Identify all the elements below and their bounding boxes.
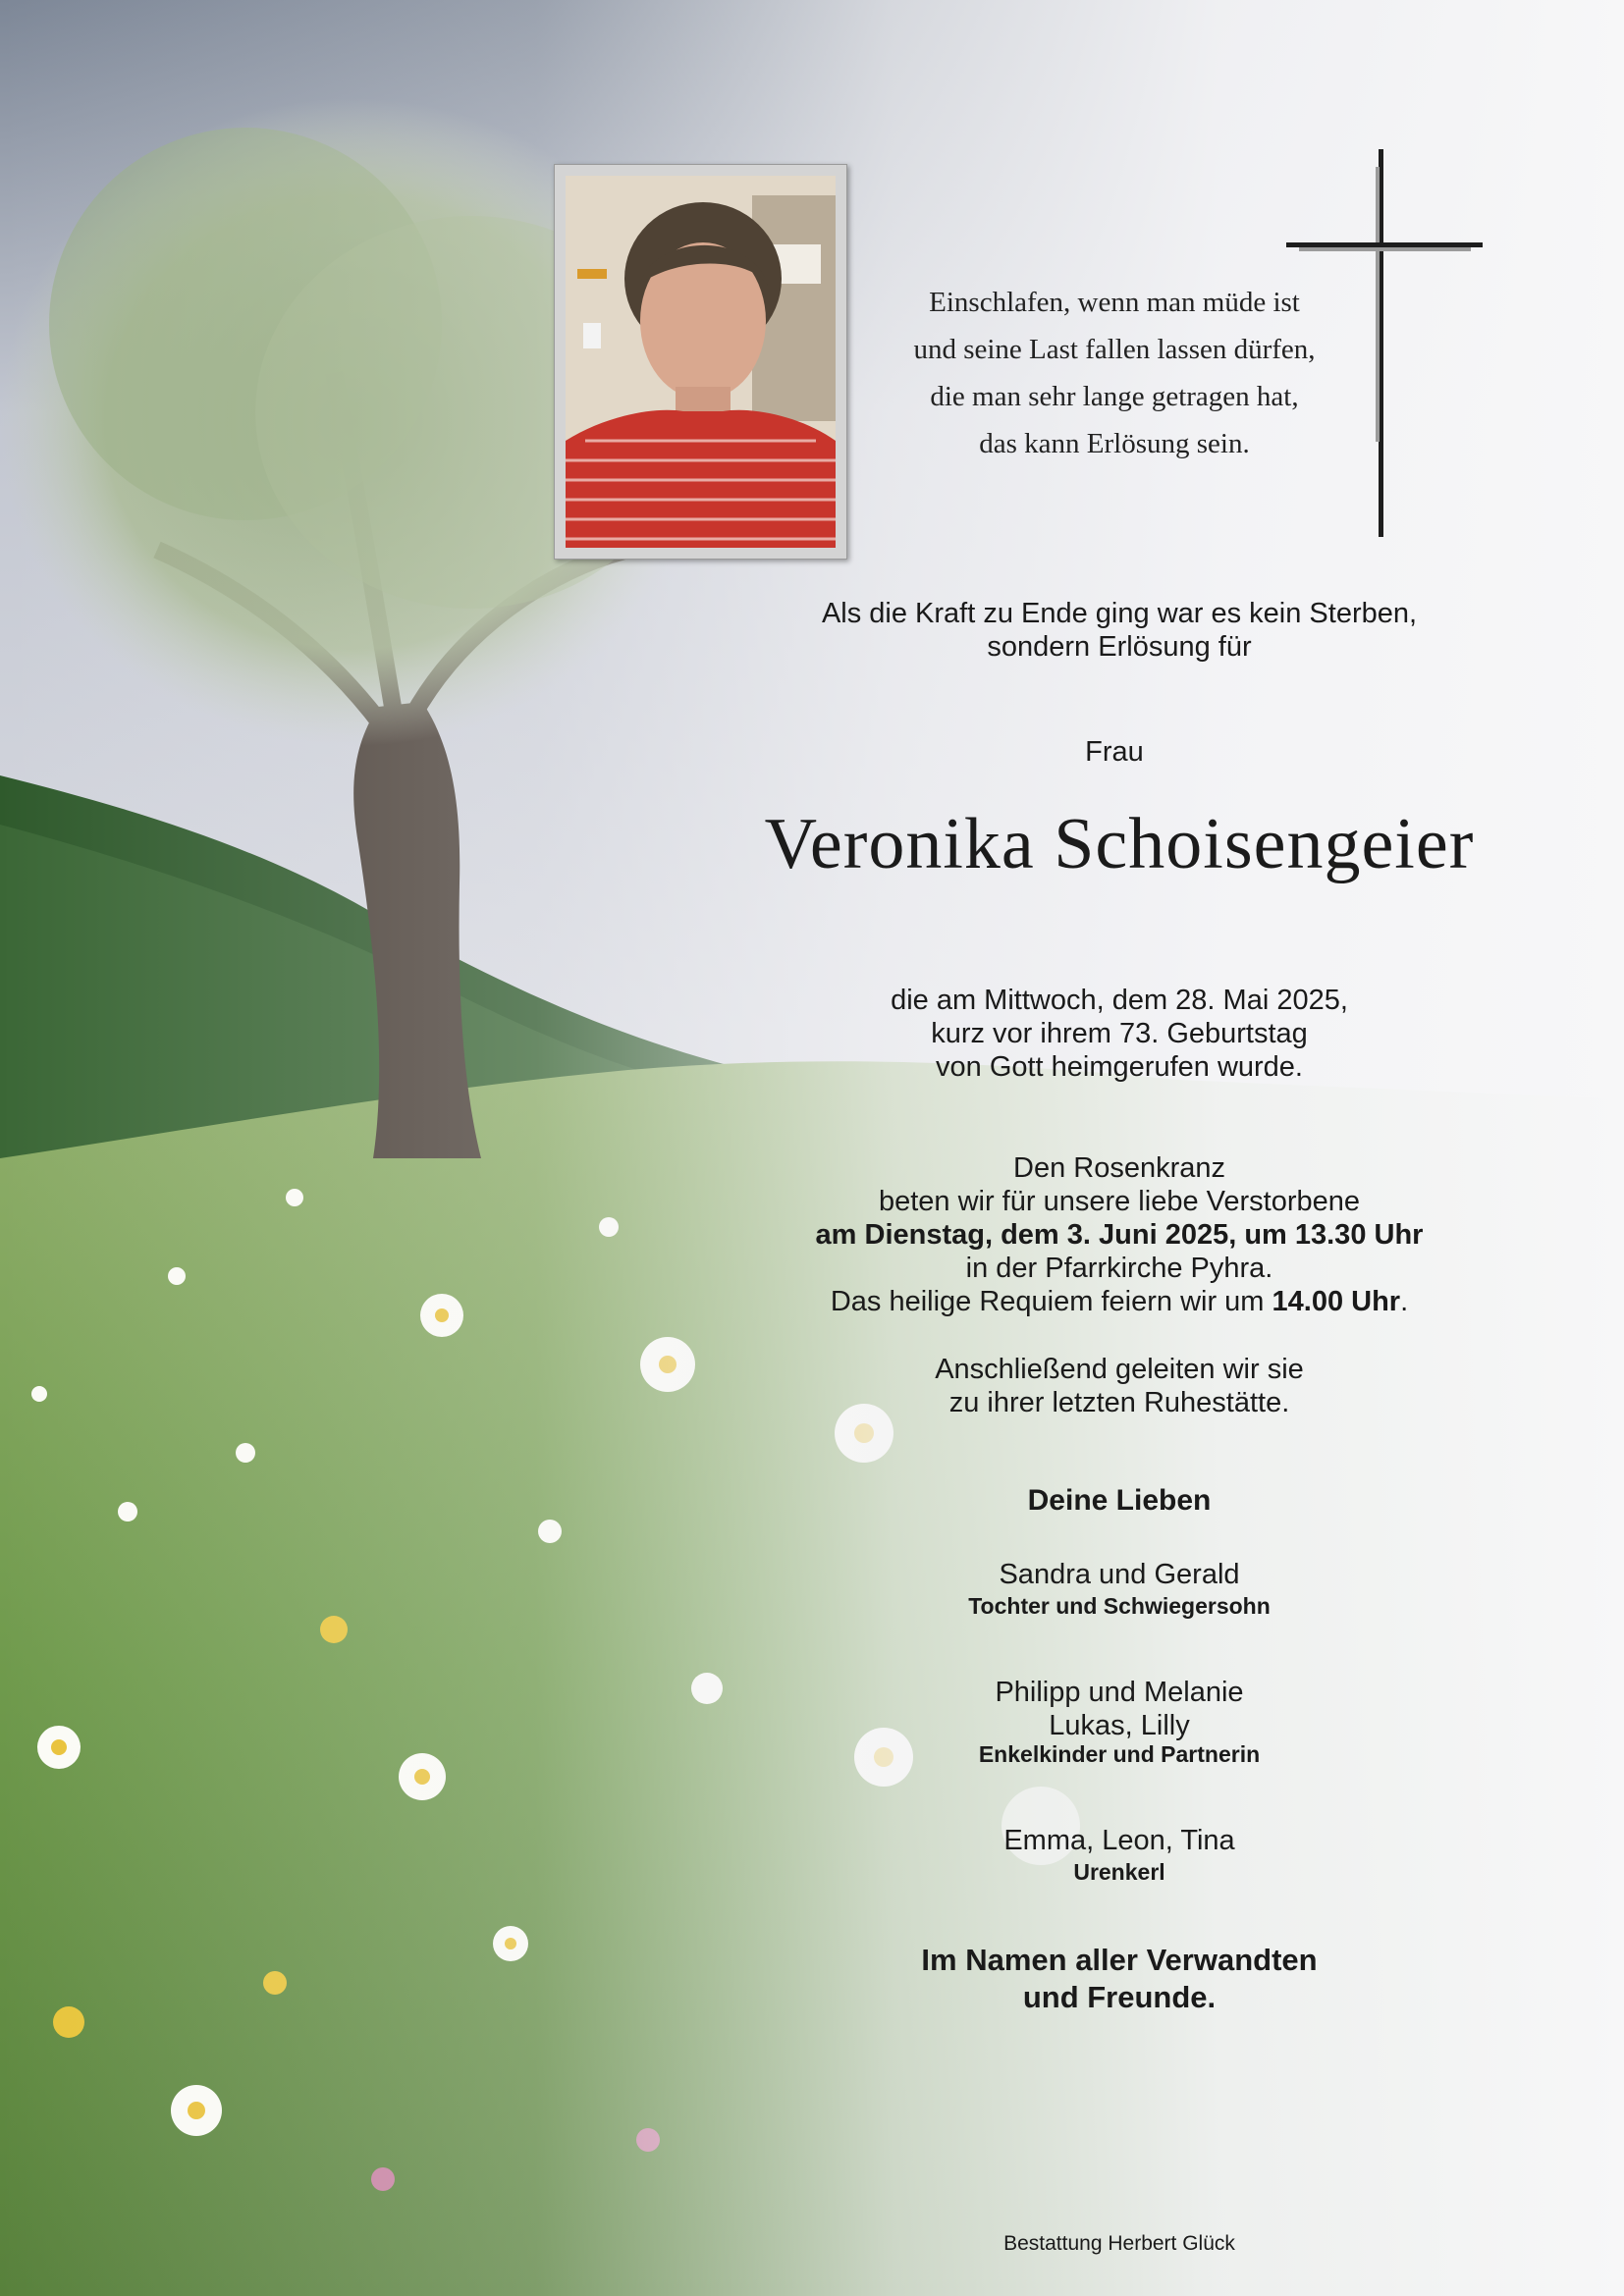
requiem-text: Das heilige Requiem feiern wir um xyxy=(830,1286,1272,1317)
closing-line-2: und Freunde. xyxy=(1022,1980,1217,2014)
burial-line-2: zu ihrer letzten Ruhestätte. xyxy=(948,1387,1290,1418)
death-announcement xyxy=(746,984,1492,1084)
rosary-date-time: am Dienstag, dem 3. Juni 2025, um 13.30 Uhr xyxy=(815,1219,1424,1251)
family-group-relation: Urenkerl xyxy=(1073,1859,1165,1885)
death-line-2: kurz vor ihrem 73. Geburtstag xyxy=(931,1018,1308,1049)
intro-line-1: Als die Kraft zu Ende ging war es kein Sterben, xyxy=(821,598,1418,629)
family-group-relation: Enkelkinder und Partnerin xyxy=(978,1741,1261,1767)
closing-text xyxy=(815,1942,1424,2016)
requiem-line xyxy=(746,1285,1492,1318)
funeral-home-credit: Bestattung Herbert Glück xyxy=(1003,2232,1235,2255)
family-group-names: Sandra und Gerald xyxy=(999,1559,1240,1590)
rosary-details xyxy=(746,1151,1492,1318)
death-line-1: die am Mittwoch, dem 28. Mai 2025, xyxy=(891,985,1348,1016)
intro-line-2: sondern Erlösung für xyxy=(987,631,1252,663)
portrait-photo xyxy=(566,176,836,548)
intro-text xyxy=(756,597,1483,664)
burial-line-1: Anschließend geleiten wir sie xyxy=(935,1354,1304,1385)
burial-text xyxy=(746,1353,1492,1419)
family-heading: Deine Lieben xyxy=(1027,1484,1212,1517)
quote-line: das kann Erlösung sein. xyxy=(979,428,1250,459)
rosary-line-2: beten wir für unsere liebe Verstorbene xyxy=(878,1186,1361,1217)
memorial-quote xyxy=(859,279,1370,467)
salutation: Frau xyxy=(1085,736,1144,768)
quote-line: die man sehr lange getragen hat, xyxy=(930,381,1299,412)
requiem-period: . xyxy=(1400,1286,1409,1317)
rosary-location: in der Pfarrkirche Pyhra. xyxy=(965,1253,1273,1284)
requiem-time: 14.00 Uhr xyxy=(1272,1286,1401,1317)
family-group-relation: Tochter und Schwiegersohn xyxy=(968,1593,1271,1619)
rosary-line-1: Den Rosenkranz xyxy=(1013,1152,1225,1184)
death-line-3: von Gott heimgerufen wurde. xyxy=(936,1051,1303,1083)
quote-line: und seine Last fallen lassen dürfen, xyxy=(913,334,1316,365)
portrait-photo-frame xyxy=(554,164,847,560)
deceased-name: Veronika Schoisengeier xyxy=(764,804,1475,884)
quote-line: Einschlafen, wenn man müde ist xyxy=(929,287,1300,318)
closing-line-1: Im Namen aller Verwandten xyxy=(921,1943,1318,1977)
family-group-names: Philipp und Melanie xyxy=(995,1677,1244,1708)
family-group-names: Emma, Leon, Tina xyxy=(1003,1825,1235,1856)
family-group-names: Lukas, Lilly xyxy=(1049,1710,1190,1741)
